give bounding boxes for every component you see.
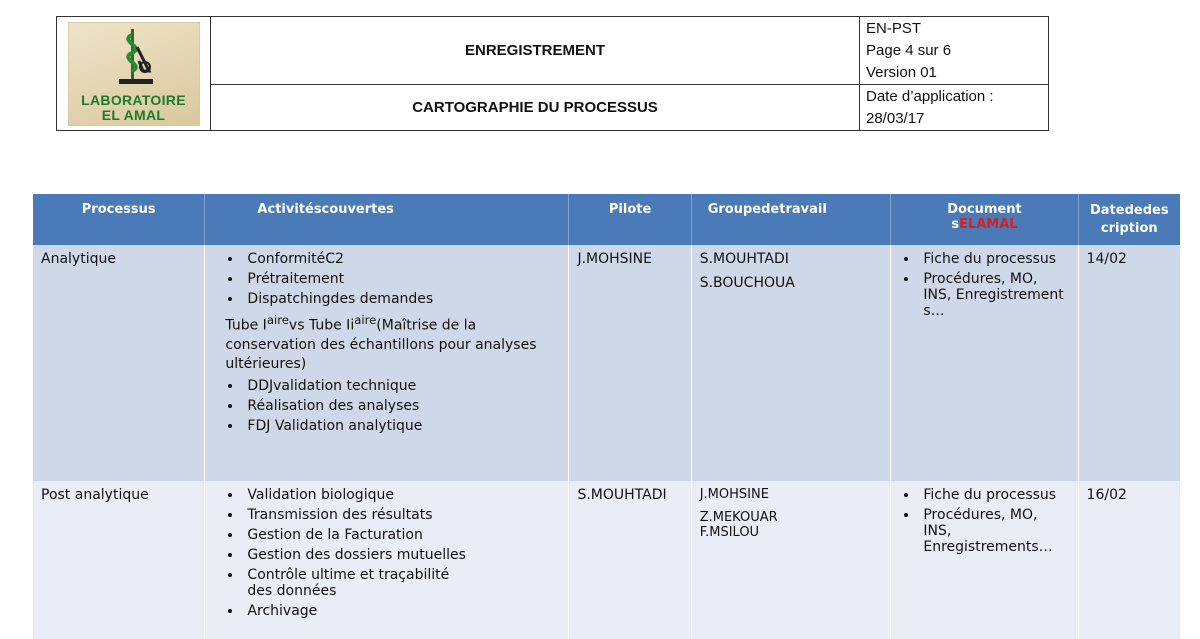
- logo-line-2: EL AMAL: [101, 106, 166, 123]
- activities-cell: [205, 481, 569, 639]
- activities-list: [213, 251, 560, 307]
- col-documents-line2: sELAMAL: [951, 217, 1018, 232]
- document-subtitle: CARTOGRAPHIE DU PROCESSUS: [211, 85, 860, 131]
- col-activites: Activitéscouvertes: [205, 194, 569, 245]
- caduceus-microscope-icon: [109, 27, 159, 89]
- list-item: • Procédures, MO, INS, Enregistrement s…: [919, 271, 1069, 319]
- process-map-table: [33, 194, 1180, 639]
- list-item: • Contrôle ultime et traçabilité des données: [243, 567, 457, 599]
- pilot-name: J.MOHSINE: [569, 245, 691, 481]
- lab-logo: [68, 22, 200, 126]
- elamal-text: ELAMAL: [959, 217, 1018, 232]
- logo-line-1: LABORATOIRE: [81, 91, 186, 108]
- list-item: • Réalisation des analyses: [243, 398, 560, 414]
- document-code: EN-PST: [866, 19, 922, 37]
- documents-list: [899, 251, 1069, 319]
- col-date-line1: Datededes: [1089, 203, 1169, 218]
- col-date-line2: cription: [1100, 221, 1158, 236]
- list-item: • Procédures, MO, INS, Enregistrements…: [919, 507, 1069, 555]
- activities-list-continued: [213, 378, 560, 434]
- list-item: • Prétraitement: [243, 271, 560, 287]
- group-member: J.MOHSINE: [699, 487, 769, 502]
- list-item: • Transmission des résultats: [243, 507, 560, 523]
- list-item: • Fiche du processus: [919, 487, 1069, 503]
- work-group: [691, 245, 891, 481]
- col-date: [1078, 194, 1180, 245]
- document-meta: [860, 17, 1049, 85]
- col-pilote: Pilote: [569, 194, 691, 245]
- list-item: • Archivage: [243, 603, 560, 619]
- list-item: • Gestion de la Facturation: [243, 527, 560, 543]
- logo-cell: [57, 17, 211, 131]
- description-date: 16/02: [1078, 481, 1180, 639]
- document-title: ENREGISTREMENT: [211, 17, 860, 85]
- list-item: • Gestion des dossiers mutuelles: [243, 547, 560, 563]
- activities-cell: [205, 245, 569, 481]
- application-date-value: 28/03/17: [866, 109, 925, 127]
- col-documents: [891, 194, 1078, 245]
- application-date: [860, 85, 1049, 131]
- work-group: [691, 481, 891, 639]
- pilot-name: S.MOUHTADI: [569, 481, 691, 639]
- list-item: • Validation biologique: [243, 487, 560, 503]
- page-number: Page 4 sur 6: [866, 41, 952, 59]
- documents-cell: [891, 245, 1078, 481]
- group-member: F.MSILOU: [699, 525, 760, 540]
- documents-list: [899, 487, 1069, 555]
- list-item: • ConformitéC2: [243, 251, 560, 267]
- document-version: Version 01: [866, 63, 937, 81]
- application-date-label: Date d’application :: [866, 87, 994, 105]
- list-item: • Fiche du processus: [919, 251, 1069, 267]
- col-groupe: Groupedetravail: [691, 194, 891, 245]
- table-row: [33, 245, 1180, 481]
- group-member: S.MOUHTADI: [699, 251, 789, 267]
- tube-note: Tube $I^{aire}vs$ Tube $Ii^{aire}(Maîtrise$ de la conservation des échantillons pour analyses ultérieures): [225, 313, 537, 372]
- table-header-row: [33, 194, 1180, 245]
- list-item: • FDJ Validation analytique: [243, 418, 560, 434]
- table-row: [33, 481, 1180, 639]
- list-item: • DDJvalidation technique: [243, 378, 560, 394]
- process-name: Post analytique: [33, 481, 205, 639]
- list-item: • Dispatchingdes demandes: [243, 291, 560, 307]
- documents-cell: [891, 481, 1078, 639]
- group-member: Z.MEKOUAR: [699, 510, 778, 525]
- group-member: S.BOUCHOUA: [699, 275, 795, 291]
- col-documents-line1: Document: [947, 202, 1022, 217]
- description-date: 14/02: [1078, 245, 1180, 481]
- document-header: [56, 16, 1049, 131]
- activities-list: [213, 487, 560, 619]
- process-name: Analytique: [33, 245, 205, 481]
- col-processus: Processus: [33, 194, 205, 245]
